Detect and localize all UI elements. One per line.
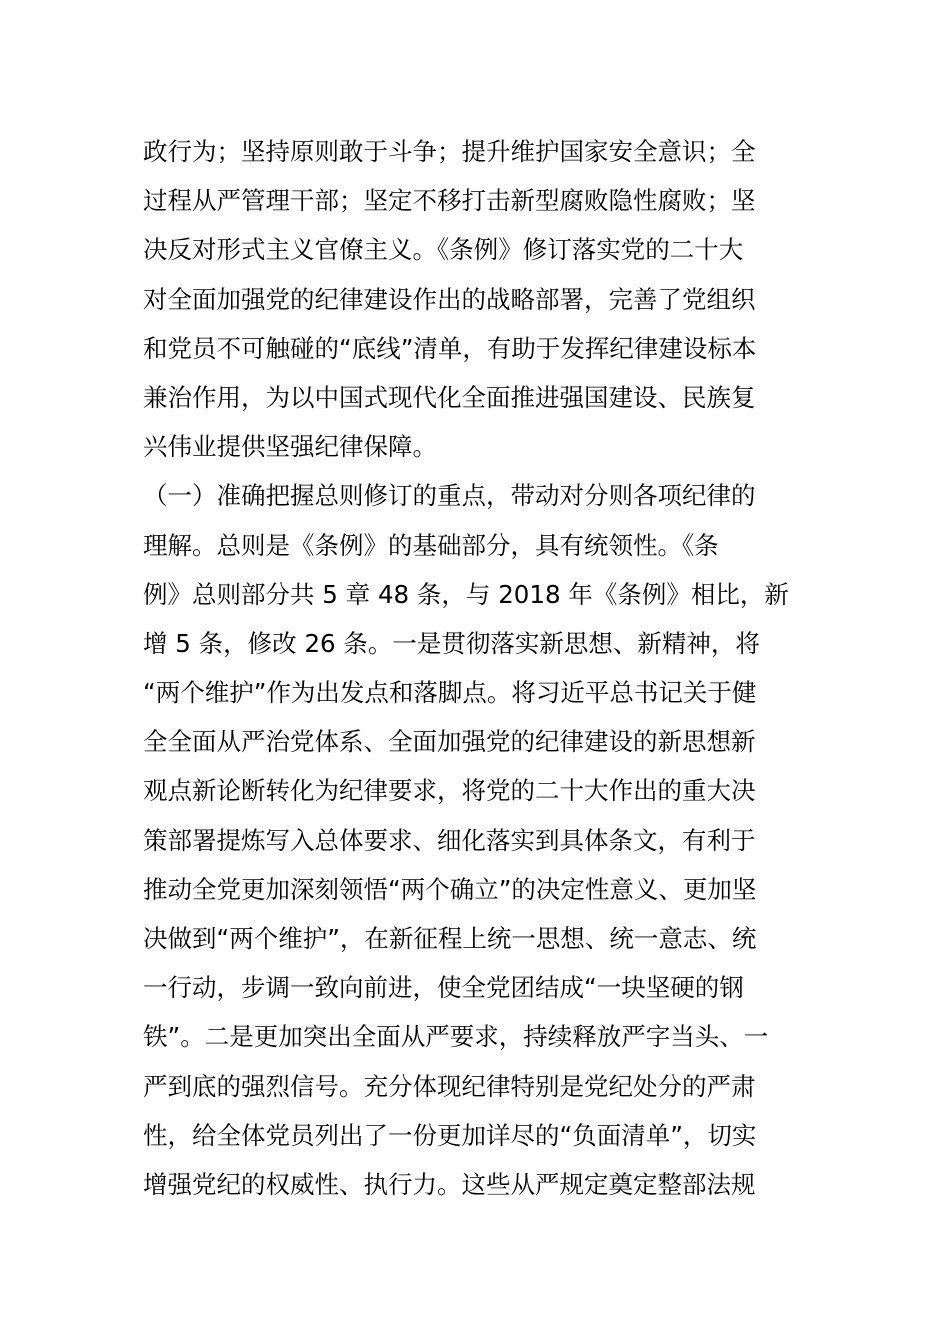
text-line: 铁”。二是更加突出全面从严要求，持续释放严字当头、一: [143, 1022, 769, 1052]
text-line: 严到底的强烈信号。充分体现纪律特别是党纪处分的严肃: [143, 1071, 756, 1101]
text-line: 对全面加强党的纪律建设作出的战略部署，完善了党组织: [143, 284, 756, 314]
text-line: 推动全党更加深刻领悟“两个确立”的决定性意义、更加坚: [143, 874, 757, 904]
text-line: 增 5 条，修改 26 条。一是贯彻落实新思想、新精神，将: [143, 628, 760, 658]
text-line: 兴伟业提供坚强纪律保障。: [143, 432, 437, 462]
text-line: 观点新论断转化为纪律要求，将党的二十大作出的重大决: [143, 776, 756, 806]
text-line: 性，给全体党员列出了一份更加详尽的“负面清单”，切实: [143, 1120, 757, 1150]
body-text: [143, 127, 823, 1209]
text-line: 过程从严管理干部；坚定不移打击新型腐败隐性腐败；坚: [143, 186, 756, 216]
text-line: 策部署提炼写入总体要求、细化落实到具体条文，有利于: [143, 825, 756, 855]
text-line: 和党员不可触碰的“底线”清单，有助于发挥纪律建设标本: [143, 333, 757, 363]
text-line: 一行动，步调一致向前进，使全党团结成“一块坚硬的钢: [143, 973, 744, 1003]
text-line: 政行为；坚持原则敢于斗争；提升维护国家安全意识；全: [143, 137, 756, 166]
text-line: 例》总则部分共 5 章 48 条，与 2018 年《条例》相比，新: [143, 579, 789, 609]
text-line: 全全面从严治党体系、全面加强党的纪律建设的新思想新: [143, 727, 756, 757]
text-line: 兼治作用，为以中国式现代化全面推进强国建设、民族复: [143, 382, 756, 412]
section-heading-line: （一）准确把握总则修订的重点，带动对分则各项纪律的: [143, 481, 756, 511]
text-line: 理解。总则是《条例》的基础部分，具有统领性。《条: [143, 530, 719, 560]
text-line: 增强党纪的权威性、执行力。这些从严规定奠定整部法规: [143, 1169, 756, 1199]
text-line: “两个维护”作为出发点和落脚点。将习近平总书记关于健: [143, 678, 757, 708]
text-line: 决做到“两个维护”，在新征程上统一思想、统一意志、统: [143, 924, 757, 953]
text-line: 决反对形式主义官僚主义。《条例》修订落实党的二十大: [143, 235, 744, 265]
